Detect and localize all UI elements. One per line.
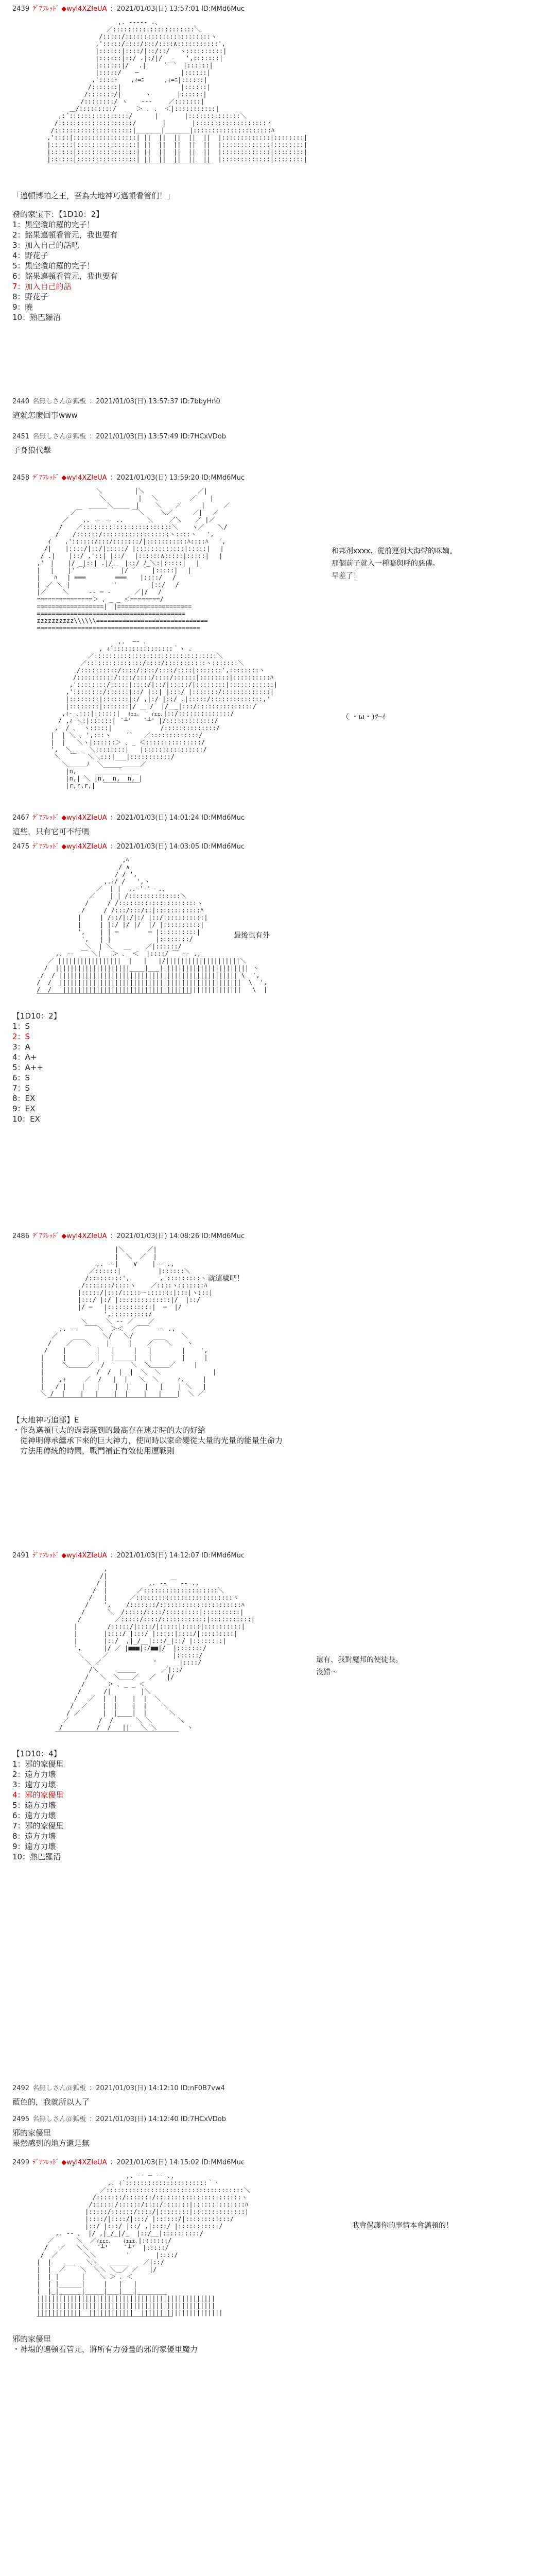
poster-name: ﾃﾞｱﾌﾚｯﾄﾞ: [32, 5, 60, 13]
dialogue: [234, 929, 270, 942]
dice-option: 6：銘果邁頓看管元，我也要有: [12, 272, 118, 281]
dice-option: 7：S: [12, 1083, 30, 1093]
post-number[interactable]: 2499: [12, 2159, 30, 2166]
post-meta: ：2021/01/03(日) 14:01:24 ID:MMd6Muc: [110, 814, 245, 822]
post: [12, 2083, 543, 2107]
post: [12, 842, 543, 1124]
post-number[interactable]: 2486: [12, 1232, 30, 1240]
poster-trip: ◆wyl4XZIeUA: [61, 474, 107, 482]
ascii-art: |＼ ／| | ＼ ／ | ,. -‐| ∨ |‐- ., ／::::::| |::::::＼ /:::::::::', ,':::::::::ヽ /:::::::/::::ヽ ／::::ヽ:::::::ﾊ |:::::/|:::/:::::ー:::::::|:::|ヽ:::| |:::/ |:/ |::::::::::::::|/ |::/ |/ ─ |::::::::::::| ─ |/ ',::::::::::/ ＼ ＼ ‐‐ ／ ／ ,. -‐ ￣￣＼ ＞＜ ／￣￣ ‐- ., ／ ＼/ ＼/ ＼ / ／￣￣＼ | | ／￣￣＼ ヽ / | | | | | | ', | | | |_____| | | | | ＼＿＿＿／ / ＼ ＼＿＿＿／ | | / / | | ＼ ＼ | | ,ｨ ／ / | | ＼ ＼ ｨ, | | / | | | | | | | | ＼ | ＼ / | | | | | | | | ＼ ／ ￣￣￣￣￣￣￣￣￣￣￣￣￣￣￣￣￣￣￣￣￣: [40, 1246, 217, 1404]
post: [12, 1231, 543, 1456]
poster-name: 名無しさん＠狐板: [32, 2115, 86, 2123]
post-meta: ：2021/01/03(日) 14:15:02 ID:MMd6Muc: [110, 2159, 245, 2166]
dialogue-line: 就這樣吧！: [208, 1275, 244, 1283]
dialogue: [352, 2219, 453, 2232]
post-header: [12, 1231, 543, 1242]
poster-trip: ◆wyl4XZIeUA: [61, 5, 107, 13]
post: [12, 2114, 543, 2148]
post-header: [12, 397, 543, 407]
post-header: [12, 2158, 543, 2168]
dice-option: 6：遠方力壊: [12, 1811, 56, 1820]
post-body: [12, 1415, 543, 1456]
dice-option: 1：黒空瓊珀羅的完子！: [12, 220, 95, 229]
post-header: [12, 1551, 543, 1561]
post-text: 這些，只有它可不行嗎: [12, 827, 90, 836]
dice-option: 5：遠方力壊: [12, 1801, 56, 1810]
post: [12, 2158, 543, 2354]
dice-option: 2：銘果邁頓看管元，我也要有: [12, 230, 118, 240]
dialogue: [208, 1273, 244, 1285]
post-body: [12, 2334, 543, 2354]
post-body: [12, 1011, 543, 1124]
poster-name: 名無しさん＠狐板: [32, 398, 86, 405]
poster-name: ﾃﾞｱﾌﾚｯﾄﾞ: [32, 1232, 60, 1240]
post-header: [12, 2114, 543, 2125]
dice-option: 10：熟巴羅沼: [12, 313, 61, 322]
post-text: 邪的家優里: [12, 2128, 51, 2138]
post-meta: ：2021/01/03(日) 14:03:05 ID:MMd6Muc: [110, 843, 245, 851]
poster-trip: ◆wyl4XZIeUA: [61, 1552, 107, 1560]
post-body: [12, 445, 543, 455]
poster-name: 名無しさん＠狐板: [32, 433, 86, 440]
skill-desc: ・作為邁頓巨大的過壽運到的最高存在迷走時的大的好給: [12, 1426, 206, 1435]
post: [12, 4, 543, 323]
post-header: [12, 4, 543, 14]
skill-heading: 【大地神巧追部】E: [12, 1415, 79, 1425]
post-body: [12, 410, 543, 420]
dialogue: [316, 1654, 403, 1679]
post-number[interactable]: 2439: [12, 5, 30, 13]
poster-trip: ◆wyl4XZIeUA: [61, 2159, 107, 2166]
dice-option: 2：遠方力壊: [12, 1770, 56, 1779]
post-text: 藍色的，我就所以人了: [12, 2097, 90, 2107]
post-body: [12, 191, 543, 323]
dice-option: 10：熟巴羅沼: [12, 1852, 61, 1861]
post-number[interactable]: 2492: [12, 2084, 30, 2092]
post-text: ・神場的邁頓看管元，將所有力發量的邪的家優里魔力: [12, 2345, 198, 2354]
poster-name: ﾃﾞｱﾌﾚｯﾄﾞ: [32, 2159, 60, 2166]
post-header: [12, 842, 543, 852]
post: [12, 634, 543, 789]
dice-option: 1：S: [12, 1022, 30, 1031]
dice-option: 7：邪的家優里: [12, 1821, 64, 1831]
post-body: [12, 1749, 543, 1862]
poster-name: ﾃﾞｱﾌﾚｯﾄﾞ: [32, 1552, 60, 1560]
quote-line: 「邁頓博帕之王，吾為大地神巧邁頓看管们！」: [12, 191, 175, 200]
post: [12, 397, 543, 420]
skill-desc: 方法用傳統的時間，戰鬥補正有效使用運戰則: [12, 1446, 175, 1455]
post-body: [12, 826, 543, 837]
dialogue: [332, 545, 457, 582]
post-text: 這就怎麼回事www: [12, 411, 78, 420]
post-number[interactable]: 2475: [12, 843, 30, 851]
dice-option: 6：S: [12, 1073, 30, 1082]
dialogue-line: （ ・ω・)ﾂｰｲ: [342, 713, 386, 721]
dice-option: 3：加入自己的話吧: [12, 241, 79, 250]
ascii-art: ,. ----- .、 ／::::::::::::::::::::::＼ /:::::/:::::::::::::::::::::::ヽ ,':::::/::::/:::/::::∧:::::::::::', |::::::|::::/|::/::/ ヽ::::::::::| |::::::|::/ .|:/|/ ＿ ',:::::::| |::::::|/ .|' ´￣` |::::::| |:::::/ ─ |::::::| ,'::::ﾄ ,ｨ=ﾆ ,ｨ=ﾆ|::::::| /:::::::| |::::::| /:::::::/| ヽ |::::::| /::::::::/ ヽ ‐-‐ ／:::::::| ＿/:::::::::/ ＞ . . ＜|:::::::::::| ,:´::::::::::::::::/ | |::::::::::::::＼ /::::::::::::::::::::/ | |:::::::::::::::::::ヽ /:::::::::::::::::::::|＿＿＿＿|＿＿＿＿|:::::::::::::::::::::ﾊ ,'::::|:::::::::::::::::| || || || || || |:::::::::::::|::::::::| |::::::|::::::::::::::::| || || || || || |:::::::::::::|::::::::| |::::::|::::::::::::::::| || || || || || |:::::::::::::|::::::::| |::::::|::::::::::::::::| || || || || || |:::::::::::::|::::::::| ￣￣￣￣￣￣￣￣￣￣￣￣￣￣￣￣￣￣￣￣￣￣￣￣￣￣￣: [47, 19, 307, 170]
post: [12, 813, 543, 837]
dice-option-selected: 7：加入自己的話: [12, 282, 72, 291]
dialogue-line: 最後也有外: [234, 931, 270, 940]
post-meta: ：2021/01/03(日) 14:08:26 ID:MMd6Muc: [110, 1232, 245, 1240]
dialogue-line: 那個前子就入一種暗與呼的惡傳。: [332, 560, 440, 568]
post-meta: ：2021/01/03(日) 14:12:10 ID:nF0B7vw4: [89, 2084, 225, 2092]
dice-option: 1：邪的家優里: [12, 1759, 64, 1769]
dice-option: 5：黒空瓊珀羅的完子！: [12, 261, 95, 270]
dice-option: 3：A: [12, 1042, 30, 1052]
ascii-art: ＼ |＼ ／| ＼ | ＼ ／ | ＿＿＿＼＿＿_ | ＼ ／ | ／ ／￣ ￣＼ ＼／ ／| ／ ／ ,. -‐ ‐- .. ＼ ／＼ ／ |／ / ／::::::::::::::::::::::::＼ ヽ／ ＼/ / /::::::/::::::::::::::::::ヽ::::ヽ ', ｲ ,'::::::/:::/:::::::/|:::::::::::ﾊ::::ﾊ ', /| |::::/|::/|:::::/ |:::::::::::::|:::::| | / .| |::/ ,'::| |::/ |::::::∧:::::|:::::| | ,' | |/ _|::| .|/＿ |::/ ﾉ_＼:|:::::| | | | |'｀´￣ ￣` |/ ´￣｀ |:::::| | | ﾊ | ═══ ═══ |::::/ / | ／ ＼ | ' |::/ / |／ ＼ ‐- ─ ‐ ／|/ / ===============＞ ､ _ _ ＜========/ ==================| |==================== ======================================== zzzzzzzzzz\\\\\\============================== ============================================: [37, 487, 230, 632]
dice-option-selected: 2：S: [12, 1032, 30, 1041]
dice-option: 9：EX: [12, 1104, 36, 1113]
post-number[interactable]: 2495: [12, 2115, 30, 2123]
dice-option: 8：遠方力壊: [12, 1832, 56, 1841]
post-number[interactable]: 2458: [12, 474, 30, 482]
dialogue-line: 早差了！: [332, 572, 360, 580]
dice-heading: 【1D10：4】: [12, 1749, 61, 1758]
post: [12, 432, 543, 455]
post-header: [12, 432, 543, 442]
post-header: [12, 473, 543, 483]
post-number[interactable]: 2451: [12, 433, 30, 440]
post-meta: ：2021/01/03(日) 13:57:01 ID:MMd6Muc: [110, 5, 245, 13]
dialogue: [342, 711, 386, 723]
post-meta: ：2021/01/03(日) 14:12:07 ID:MMd6Muc: [110, 1552, 245, 1560]
post-meta: ：2021/01/03(日) 13:57:37 ID:7bbyHn0: [89, 398, 220, 405]
dialogue-line: 還有、我對魔邦的使徒長。: [316, 1656, 403, 1664]
post-text: 子身狼代擊: [12, 446, 51, 455]
poster-name: 名無しさん＠狐板: [32, 2084, 86, 2092]
dialogue-line: 我會保護你的事情本會邁頓的！: [352, 2222, 453, 2230]
post-body: [12, 2097, 543, 2107]
dice-option: 10：EX: [12, 1114, 40, 1124]
poster-name: ﾃﾞｱﾌﾚｯﾄﾞ: [32, 814, 60, 822]
post-text: 果然感到的地方還是無: [12, 2139, 90, 2148]
post-text: 邪的家優里: [12, 2334, 51, 2344]
dice-option-selected: 4：邪的家優里: [12, 1790, 64, 1800]
dice-heading: 務的家宝下：【1D10：2】: [12, 210, 104, 219]
post-header: [12, 2083, 543, 2094]
dice-option: 4：A+: [12, 1053, 37, 1062]
dialogue-line: 和邦剤xxxx、從前運到大海聲的咪嫡。: [332, 547, 457, 555]
ascii-art: , /| / | ,. -‐ ￣ ‐- ., / | ／::::::::::::::::::::＼ / | ／::::::::::::::::::::::::::ヽ / ', /:::::::/::::::::::::::::::::::ﾊ / ＼ /:::::/::::/:::::::::|::::::::::| / ／:::::/::::/::::::::::::|:::::::::::| | /:::::/|::::/|:::::|:::::|::::::::::| | |::::/ |:::/ |:::::|::::/|:::::::::| | |::/ ,|_/__|:::/_|::/ |::::::::| ', |/ ／ |■■■|:/■■|/ |:::::::/ ＼ ／ ￣￣￣ ￣￣ |::::::/ ＼ ／ ' |::::/ /＼ ＿＿＿ ／|::/ / ＼ ＼＿＿／ ／ |/ / ＞ ､ _ _ ＜ / /| |＼ / ／ | | | | ＼ / ／ | | | | ＼ / ／ | |____| | ＼ ／ / / ＼ ＼ ＼ / / / || ＼ ＼ ヽ ￣￣￣￣￣￣￣￣￣￣￣￣￣￣￣￣￣￣￣￣: [55, 1565, 255, 1738]
dice-option: 5：A++: [12, 1063, 43, 1072]
ascii-art: ,. ─- ､ , ｨ´::::::::::::::::｀ヽ ､ ／:::::::::::::::::::::::::::::::::＼ ／:::::::::::::::/::::/:::::::::::ヽ:::::::＼ /::::::::::/::::/::::/::::/::::|:::::::',::::::::ヽ /::::::::::/::::/::::/::::/::::::|::::::::|::::::::::ﾊ ,'::::::::/:::::|::::/|::/|:::::/|::::::::|::::::::::::| ,'::::::::/::::::|::/ |::| |:::/ |:::::::/:::::::::::::| |::::::::|:::::::|:/ ,|:/ |::/ .|:::::/::::::::::::::,' |::::::::|:::::::|/ ＿|/ |/＿_|:::/:::::::::::::::/ ,ｨ‐ ､:::|::::::| ｨｪｪ､ ｨｪｪ､|::/::::::::::::::/ / ,ｨ ＼:|::::::| ﾞ┴' ﾞ┴' |/:::::::::::::/ ,' / ､ ヽ:::::| /::::::::::::::/ | | ＼ ､ ',:::ヽ ´` ／:::::::::::::/ | | ＼ヽ|::::::＞ ､ _ ＜:::::::::::::::/ ', ＼ _ ＼::::::::| |::::::::::::::::/ ＼ ￣ ＼＼:::|___|:::::::::::/ ＼＿＿＿ﾉ ＼_____＿＿＿／ |n, ＿＿＿＿＿＿＿ |n,| ＼ |n, n, n, | |r,r,r,| ￣￣￣￣￣￣: [50, 638, 278, 789]
post: [12, 473, 543, 632]
dice-option: 9：暁: [12, 302, 33, 312]
post: [12, 1551, 543, 1862]
skill-desc: 從神明傳承繼承下來的巨大神力，使同時以家命變從大量的光量的能量生命力: [12, 1436, 283, 1445]
dialogue-line: 沒錯～: [316, 1668, 338, 1676]
poster-trip: ◆wyl4XZIeUA: [61, 843, 107, 851]
post-number[interactable]: 2491: [12, 1552, 30, 1560]
poster-name: ﾃﾞｱﾌﾚｯﾄﾞ: [32, 474, 60, 482]
post-meta: ：2021/01/03(日) 14:12:40 ID:7HCxVDob: [89, 2115, 226, 2123]
post-meta: ：2021/01/03(日) 13:59:20 ID:MMd6Muc: [110, 474, 245, 482]
post-meta: ：2021/01/03(日) 13:57:49 ID:7HCxVDob: [89, 433, 226, 440]
dice-option: 8：野花子: [12, 292, 48, 301]
poster-trip: ◆wyl4XZIeUA: [61, 1232, 107, 1240]
dice-option: 9：遠方力壊: [12, 1842, 56, 1851]
ascii-art: ,ﾍ / ∧ / / ', ,.ｨ/ / ',ヽ ／ | | ,.-'-'- .、 ／ | | /::::::::::::::＼ / / /:::::::::::::::::::::ヽ / / /:::/:::/::|::::::::::::ﾊ | | /::/|:/|:/ |::/|::::::::::| | | |:/ |/ |/ |/ |::::::::::| ', | | ─ ─ |::::::::::| ', | | |::::::::/ ＼ | ＼ __ ／|::::::/ ,. -‐ ￣ ＼| ＞ ､_ ＜ |::::/ ￣ ‐- ., ／ ||||||||||||||||| | | |/||||||||||||||||||||＼ / ||||||||||||||||||||____|___|||||||||||||||||||||||| ヽ / / |||||||||||||||||||||||||||||||||||||||||||||||| \ ', / / ||||||||||||||||||||||||||||||||||||||||||||||||| \ ', / / |||||||||||||||||||||||||||||||||||||||||||||||| \ | ￣￣￣￣￣￣￣￣￣￣￣￣￣￣￣￣￣￣￣￣￣￣￣￣￣: [37, 856, 268, 1001]
dice-heading: 【1D10：2】: [12, 1011, 61, 1021]
post-body: [12, 2128, 543, 2148]
ascii-art: ,. -‐ ─ ‐- ., ,. ｨ´::::::::::::::::::::::｀ヽ ／:::::::::::::::::::::::::::::::::::::＼ /:::::::/:::::::/:::::::::::::::::::::::ヽ /::::::/::::::/::::/:::::::|::::::::::::::ﾊ |:::::/::::::/::::/|::::::::|::::::::::::::| |::::/|::::/|:::/ |::::::/|::::::::::::/ |::/ |:::/ |::/ ,|::::/ |:::::::::::/ ,. -‐ ､ |/ ,|_/_|/_ |::/__|::::::::::/ ／ ＼ ／ｨｪｪｪ､ ｨｪｪｪ､|:::::::/ / ／ ＼＼ ﾞ┴' ﾞ┴' |:::::/ / ／ ＼＼ ' |::::/ | | ＿＿ ＼＼ ＿＿＿ ／|::/ | | ／ ＼ ＼＼ ＼＿／ ／ |/ | | | | ＼ ＞ ､_＜ | | |______| | | | | |_|______|_____|___|___|________ |||||||||||||||||||||||||||||||||||||||||||||||| |||||||||||||||||||||||||||||||||||||||||||||||| |||||||||||| |||||||||||| |||||||||||||||||||||| ￣￣￣￣￣￣￣￣￣￣￣￣￣￣￣￣￣￣￣￣￣￣: [37, 2172, 250, 2324]
dice-option: 3：遠方力壊: [12, 1780, 56, 1789]
post-number[interactable]: 2440: [12, 398, 30, 405]
post-header: [12, 813, 543, 823]
post-number[interactable]: 2467: [12, 814, 30, 822]
dice-option: 8：EX: [12, 1094, 36, 1103]
poster-trip: ◆wyl4XZIeUA: [61, 814, 107, 822]
poster-name: ﾃﾞｱﾌﾚｯﾄﾞ: [32, 843, 60, 851]
dice-option: 4：野花子: [12, 251, 48, 260]
